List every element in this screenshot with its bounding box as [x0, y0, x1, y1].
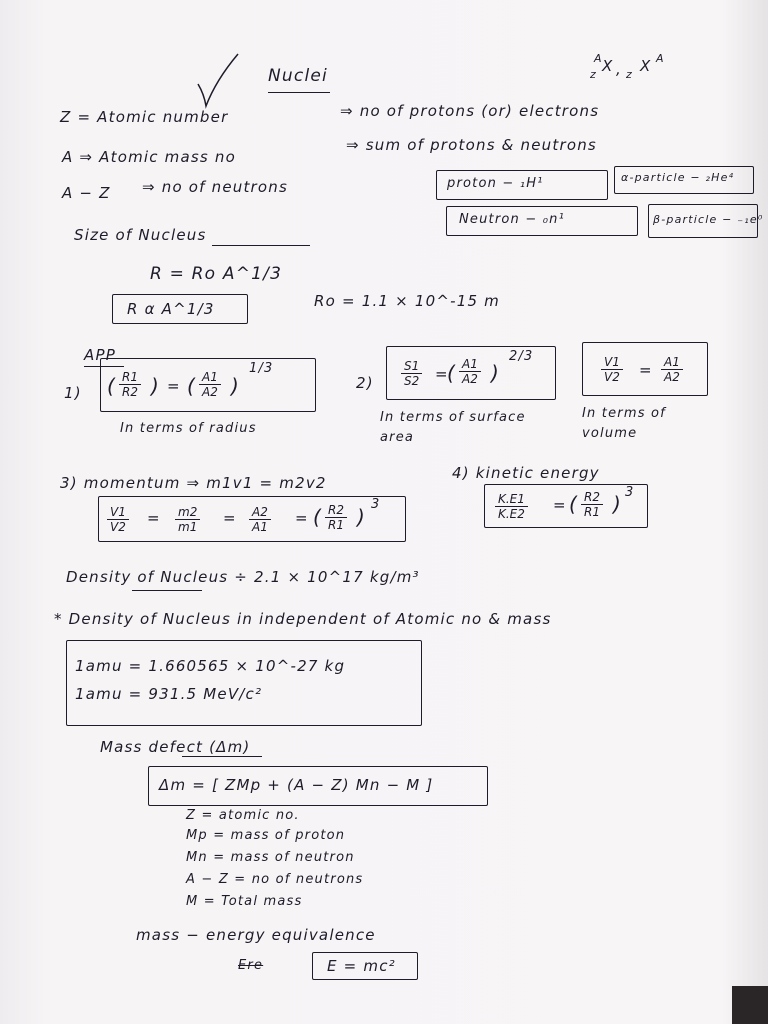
- v1: V1: [601, 355, 623, 370]
- z-definition-label: Z = Atomic number: [60, 108, 229, 126]
- ro-value: Ro = 1.1 × 10^-15 m: [314, 292, 500, 310]
- paren-open-4: (: [313, 505, 323, 529]
- ke-exponent: 3: [625, 485, 635, 500]
- atomic-number-z-2: z: [626, 68, 632, 81]
- density-line: Density of Nucleus ÷ 2.1 × 10^17 kg/m³: [66, 568, 420, 586]
- a2-3: A2: [664, 370, 680, 384]
- proportional-text: R α A^1/3: [127, 300, 215, 318]
- a-ratio-3: [661, 355, 683, 384]
- paren-open: (: [107, 374, 117, 398]
- paren-close: ): [151, 374, 161, 398]
- equals-2: =: [435, 365, 449, 383]
- a1-2: A1: [459, 357, 481, 372]
- equivalence-heading: mass − energy equivalence: [136, 926, 376, 944]
- radius-ratio-box: [100, 358, 316, 412]
- v2: V2: [604, 370, 620, 384]
- a-definition-value: ⇒ sum of protons & neutrons: [346, 136, 597, 154]
- equals-5: =: [223, 509, 237, 527]
- density-note: * Density of Nucleus in independent of Atomic no & mass: [54, 610, 552, 628]
- ke1: K.E1: [495, 492, 528, 507]
- proton-box: [436, 170, 608, 200]
- mass-number-a: A: [594, 52, 602, 65]
- page-corner-shadow: [732, 986, 768, 1024]
- m-ratio: [175, 505, 200, 534]
- ker1: R1: [584, 505, 600, 519]
- m1: m1: [178, 520, 198, 534]
- equals-7: =: [553, 496, 567, 514]
- ke-r-ratio: [581, 490, 603, 519]
- mv1: V1: [107, 505, 129, 520]
- ker2: R2: [581, 490, 603, 505]
- caption-radius: In terms of radius: [120, 421, 257, 436]
- ke2: K.E2: [498, 507, 525, 521]
- alpha-particle-box: [614, 166, 754, 194]
- nuclide-notation: [590, 52, 690, 88]
- title-underline: [268, 92, 330, 93]
- element-x: X: [602, 57, 613, 75]
- v-ratio-2: [107, 505, 129, 534]
- mass-defect-box: [148, 766, 488, 806]
- caption-surface: In terms of surface area: [380, 410, 526, 445]
- element-x-2: X: [640, 57, 651, 75]
- paren-close-4: ): [357, 505, 367, 529]
- z-definition-value: ⇒ no of protons (or) electrons: [340, 102, 600, 120]
- a1: A1: [199, 370, 221, 385]
- r-ratio: [119, 370, 141, 399]
- a-definition-label: A ⇒ Atomic mass no: [62, 148, 236, 166]
- struck-text: Ere: [238, 958, 264, 973]
- amu-mev: 1amu = 931.5 MeV/c²: [75, 685, 263, 703]
- ma2: A2: [249, 505, 271, 520]
- v-ratio: [601, 355, 623, 384]
- amu-box: [66, 640, 422, 726]
- equals-4: =: [147, 509, 161, 527]
- a2-2: A2: [462, 372, 478, 386]
- def-az: A − Z = no of neutrons: [186, 872, 364, 887]
- paren-close-5: ): [613, 492, 623, 516]
- az-definition-label: A − Z: [62, 184, 111, 202]
- mass-number-a-2: A: [656, 52, 664, 65]
- mr2: R2: [325, 503, 347, 518]
- equals: =: [167, 377, 181, 395]
- equals-6: =: [295, 509, 309, 527]
- momentum-label: 3) momentum ⇒ m1v1 = m2v2: [60, 474, 327, 492]
- a-ratio-2: [459, 357, 481, 386]
- ke-box: [484, 484, 648, 528]
- alpha-particle-text: α-particle − ₂He⁴: [621, 171, 735, 184]
- density-underline: [132, 590, 202, 591]
- az-definition-value: ⇒ no of neutrons: [142, 178, 289, 196]
- a2: A2: [202, 385, 218, 399]
- beta-particle-box: [648, 204, 764, 238]
- neutron-box: [446, 206, 638, 236]
- a-ratio-4: [249, 505, 271, 534]
- exponent-two-thirds: 2/3: [509, 349, 534, 364]
- mr1: R1: [328, 518, 344, 532]
- paren-open-2: (: [187, 374, 197, 398]
- proton-text: proton − ₁H¹: [447, 176, 544, 191]
- s-ratio: [401, 359, 422, 388]
- mass-defect-heading: Mass defect (Δm): [100, 738, 251, 756]
- page-title: Nuclei: [268, 66, 328, 86]
- ma1: A1: [252, 520, 268, 534]
- s1: S1: [401, 359, 422, 374]
- radius-formula: R = Ro A^1/3: [150, 264, 283, 284]
- r2: R2: [122, 385, 138, 399]
- app-heading: APP: [84, 346, 116, 364]
- emc2-formula: E = mc²: [327, 957, 396, 975]
- paren-open-5: (: [569, 492, 579, 516]
- def-mp: Mp = mass of proton: [186, 828, 346, 843]
- mv2: V2: [110, 520, 126, 534]
- exponent-three: 3: [371, 497, 381, 512]
- paren-open-3: (: [447, 361, 457, 385]
- size-heading-underline: [212, 245, 310, 246]
- ke-ratio: [495, 492, 528, 521]
- item-number-2: 2): [356, 374, 374, 392]
- a-ratio: [199, 370, 221, 399]
- item-number-1: 1): [64, 384, 82, 402]
- r1: R1: [119, 370, 141, 385]
- equals-3: =: [639, 361, 653, 379]
- size-heading: Size of Nucleus: [74, 226, 207, 244]
- def-m: M = Total mass: [186, 894, 303, 909]
- def-mn: Mn = mass of neutron: [186, 850, 355, 865]
- caption-volume: In terms of volume: [582, 406, 666, 441]
- amu-kg: 1amu = 1.660565 × 10^-27 kg: [75, 657, 346, 675]
- paren-close-3: ): [491, 361, 501, 385]
- neutron-text: Neutron − ₀n¹: [459, 212, 566, 227]
- m2: m2: [175, 505, 200, 520]
- proportional-box: [112, 294, 248, 324]
- atomic-number-z: z: [590, 68, 596, 81]
- mass-defect-underline: [182, 756, 262, 757]
- def-z: Z = atomic no.: [186, 808, 300, 823]
- emc2-box: [312, 952, 418, 980]
- paren-close-2: ): [231, 374, 241, 398]
- mass-defect-formula: Δm = [ ZMp + (A − Z) Mn − M ]: [159, 776, 434, 794]
- exponent-one-third: 1/3: [249, 361, 274, 376]
- a1-3: A1: [661, 355, 683, 370]
- surface-ratio-box: [386, 346, 556, 400]
- s2: S2: [404, 374, 420, 388]
- separator: ,: [616, 60, 621, 78]
- momentum-box: [98, 496, 406, 542]
- tick-mark-icon: [194, 50, 244, 110]
- ke-label: 4) kinetic energy: [452, 464, 600, 482]
- r-ratio-2: [325, 503, 347, 532]
- beta-particle-text: β-particle − ₋₁e⁰: [653, 213, 764, 226]
- volume-ratio-box: [582, 342, 708, 396]
